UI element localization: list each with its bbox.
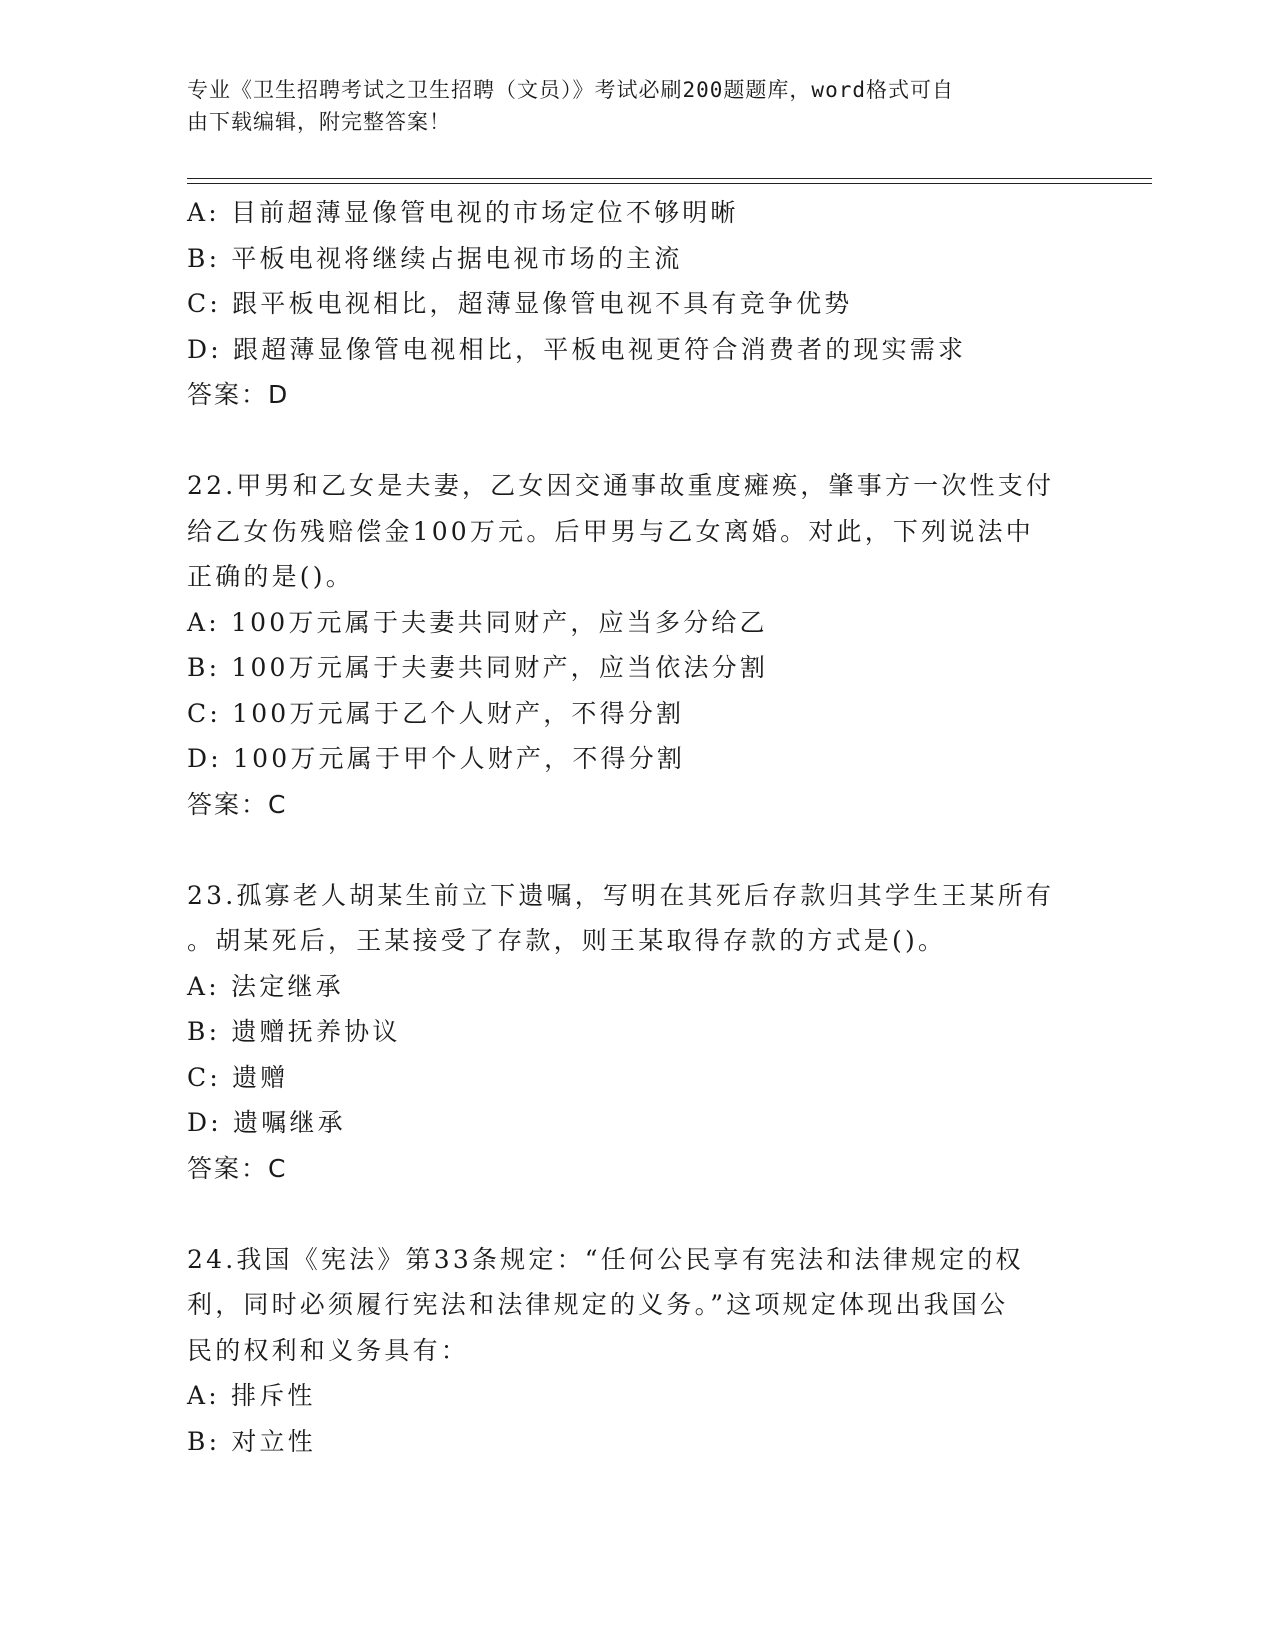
question-21-option-c: C: 跟平板电视相比，超薄显像管电视不具有竞争优势 — [187, 289, 853, 318]
question-22-option-c: C: 100万元属于乙个人财产，不得分割 — [187, 698, 685, 728]
spacer — [187, 418, 1087, 464]
question-23-option-a: A: 法定继承 — [187, 971, 344, 1001]
question-23-option-d: D: 遗嘱继承 — [187, 1108, 346, 1137]
question-22-stem-line-3: 正确的是()。 — [187, 562, 354, 591]
question-24-stem-line-1: 24.我国《宪法》第33条规定：“任何公民享有宪法和法律规定的权 — [187, 1244, 1024, 1274]
header-line-2: 由下载编辑，附完整答案！ — [187, 110, 451, 134]
question-22-answer: 答案：C — [187, 789, 288, 819]
question-22-stem-line-1: 22.甲男和乙女是夫妻，乙女因交通事故重度瘫痪，肇事方一次性支付 — [187, 471, 1055, 500]
header-divider-bottom — [187, 183, 1152, 184]
question-22 — [187, 463, 1087, 827]
question-24-option-a: A: 排斥性 — [187, 1381, 316, 1410]
document-header — [187, 74, 1067, 138]
question-22-option-b: B: 100万元属于夫妻共同财产，应当依法分割 — [187, 653, 769, 682]
question-21 — [187, 190, 1087, 418]
question-23-option-c: C: 遗赠 — [187, 1062, 289, 1092]
spacer — [187, 1191, 1087, 1237]
question-24 — [187, 1237, 1087, 1465]
question-21-option-a: A: 目前超薄显像管电视的市场定位不够明晰 — [187, 198, 739, 227]
header-line-1: 专业《卫生招聘考试之卫生招聘（文员）》考试必刷200题题库，word格式可自 — [187, 78, 954, 102]
question-22-option-d: D: 100万元属于甲个人财产，不得分割 — [187, 744, 686, 773]
question-24-option-b: B: 对立性 — [187, 1426, 316, 1456]
question-21-answer: 答案：D — [187, 380, 290, 409]
question-23-stem-line-1: 23.孤寡老人胡某生前立下遗嘱，写明在其死后存款归其学生王某所有 — [187, 880, 1055, 910]
question-22-option-a: A: 100万元属于夫妻共同财产，应当多分给乙 — [187, 607, 768, 637]
question-24-stem-line-3: 民的权利和义务具有： — [187, 1335, 470, 1365]
question-23-stem-line-2: 。胡某死后，王某接受了存款，则王某取得存款的方式是()。 — [187, 926, 947, 955]
question-list — [187, 190, 1087, 1464]
question-23 — [187, 873, 1087, 1192]
question-22-stem-line-2: 给乙女伤残赔偿金100万元。后甲男与乙女离婚。对此，下列说法中 — [187, 516, 1034, 546]
question-23-answer: 答案：C — [187, 1153, 288, 1183]
spacer — [187, 827, 1087, 873]
question-21-option-b: B: 平板电视将继续占据电视市场的主流 — [187, 243, 683, 273]
question-21-option-d: D: 跟超薄显像管电视相比，平板电视更符合消费者的现实需求 — [187, 334, 967, 364]
question-23-option-b: B: 遗赠抚养协议 — [187, 1017, 401, 1046]
question-24-stem-line-2: 利，同时必须履行宪法和法律规定的义务。”这项规定体现出我国公 — [187, 1290, 1009, 1319]
header-divider-top — [187, 178, 1152, 179]
